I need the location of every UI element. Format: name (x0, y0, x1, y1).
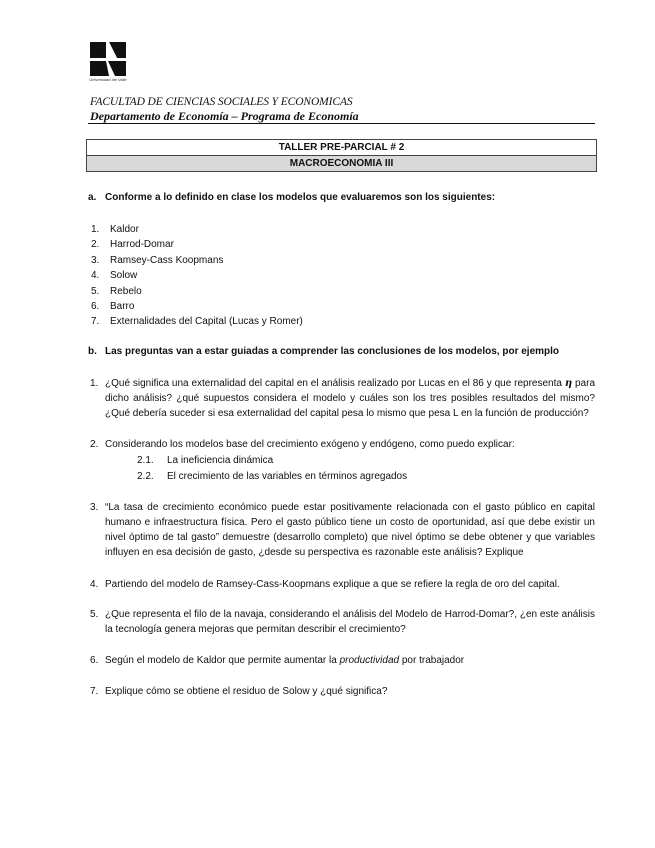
list-item-text: Rebelo (110, 285, 142, 297)
subquestion-number: 2.1. (137, 455, 154, 466)
question-text-part: para dicho análisis? ¿qué supuestos considera el modelo y cuáles son los tres posibles resultados del mismo? ¿Qué debería suceder si esa externalidad del capital pesa lo mismo que pesa L en la función de producción? (105, 378, 596, 419)
question-number: 2. (90, 439, 99, 450)
question-number: 4. (90, 579, 99, 590)
list-item (91, 268, 303, 283)
university-logo (89, 41, 127, 93)
question-number: 3. (90, 502, 99, 513)
section-b-text: Las preguntas van a estar guiadas a comprender las conclusiones de los modelos, por ejemplo (105, 346, 560, 357)
title-box (86, 139, 597, 172)
question-text (105, 376, 595, 421)
list-item (91, 237, 303, 252)
list-item (91, 299, 303, 314)
question-text (105, 653, 595, 668)
question-3 (90, 500, 595, 560)
list-item-number: 3. (91, 254, 100, 266)
list-item (91, 222, 303, 237)
question-text: Explique cómo se obtiene el residuo de Solow y ¿qué significa? (105, 686, 388, 697)
logo-mark-icon (89, 41, 127, 77)
question-1 (90, 376, 595, 421)
header-divider (88, 123, 595, 124)
subquestion-2-2 (137, 469, 407, 484)
list-item (91, 284, 303, 299)
model-list (91, 222, 303, 330)
question-number: 5. (90, 609, 99, 620)
course-title: MACROECONOMIA III (87, 155, 596, 171)
department-name: Departamento de Economía – Programa de Economía (90, 109, 359, 123)
list-item-text: Externalidades del Capital (Lucas y Romer) (110, 316, 303, 328)
question-number: 1. (90, 378, 99, 389)
section-a-heading (88, 192, 495, 203)
logo-caption: Universidad del Valle (89, 77, 127, 82)
question-6 (90, 653, 595, 668)
section-a-text: Conforme a lo definido en clase los modelos que evaluaremos son los siguientes: (105, 192, 496, 203)
question-text-part: Según el modelo de Kaldor que permite aumentar la (105, 655, 340, 666)
list-item (91, 253, 303, 268)
question-4 (90, 577, 595, 592)
subquestion-text: El crecimiento de las variables en términos agregados (167, 471, 408, 482)
list-item-text: Kaldor (110, 224, 139, 235)
list-item-text: Solow (110, 270, 138, 282)
section-b-label: b. (88, 346, 97, 357)
list-item-text: Harrod-Domar (110, 239, 174, 251)
list-item (91, 314, 303, 329)
section-b-heading (88, 346, 559, 357)
question-text: “La tasa de crecimiento económico puede estar positivamente relacionada con el gasto público en capital humano e infraestructura física. Pero el gasto público tiene un costo de oportunidad, así que debe existir un nivel óptimo de tal gasto” demuestre (desarrollo completo) que nivel óptimo se debe obtener y que variables influyen en esa decisión de gasto, ¿desde su perspectiva es razonable este análisis? Explique (105, 502, 595, 558)
emphasized-word: productividad (339, 655, 400, 666)
list-item-text: Ramsey-Cass Koopmans (110, 254, 224, 266)
list-item-text: Barro (110, 300, 135, 312)
subquestion-text: La ineficiencia dinámica (167, 455, 274, 466)
list-item-number: 6. (91, 300, 100, 312)
subquestion-2-1 (137, 453, 273, 468)
question-text: Considerando los modelos base del crecimiento exógeno y endógeno, como puedo explicar: (105, 439, 515, 450)
question-text: ¿Que representa el filo de la navaja, considerando el análisis del Modelo de Harrod-Domar?, ¿en este análisis la tecnología genera mejoras que permitan describir el crecimiento? (105, 609, 595, 635)
faculty-name: FACULTAD DE CIENCIAS SOCIALES Y ECONOMICAS (90, 96, 353, 108)
question-text-part: ¿Qué significa una externalidad del capital en el análisis realizado por Lucas en el 86 y que representa (105, 378, 565, 389)
eta-symbol: η (564, 378, 573, 389)
question-text-part: por trabajador (399, 655, 465, 666)
question-5 (90, 607, 595, 637)
list-item-number: 5. (91, 285, 100, 297)
question-2 (90, 437, 595, 452)
list-item-number: 2. (91, 239, 100, 251)
question-7 (90, 684, 595, 699)
list-item-number: 4. (91, 270, 100, 282)
list-item-number: 1. (91, 224, 100, 235)
question-text: Partiendo del modelo de Ramsey-Cass-Koopmans explique a que se refiere la regla de oro del capital. (105, 579, 560, 590)
section-a-label: a. (88, 192, 97, 203)
question-number: 7. (90, 686, 99, 697)
list-item-number: 7. (91, 316, 100, 328)
question-number: 6. (90, 655, 99, 666)
workshop-title: TALLER PRE-PARCIAL # 2 (278, 142, 405, 153)
subquestion-number: 2.2. (137, 471, 154, 482)
